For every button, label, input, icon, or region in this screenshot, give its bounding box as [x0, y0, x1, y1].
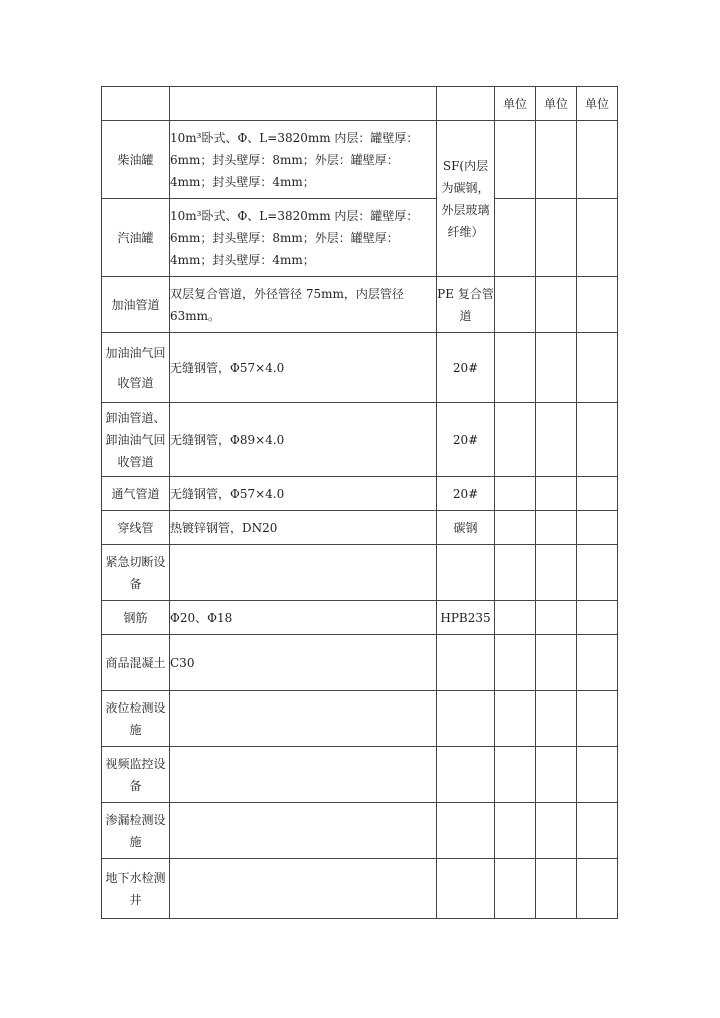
row-material: 碳钢 [437, 511, 495, 545]
unit-cell [577, 277, 618, 333]
row-name: 汽油罐 [102, 199, 170, 277]
row-material [437, 691, 495, 747]
row-material: 20# [437, 477, 495, 511]
row-material [437, 803, 495, 859]
unit-cell [495, 691, 536, 747]
table-row [102, 277, 618, 333]
table-row [102, 511, 618, 545]
row-material [437, 747, 495, 803]
unit-cell [536, 859, 577, 919]
table-row [102, 545, 618, 601]
row-desc: 热镀锌钢管，DN20 [170, 511, 437, 545]
unit-cell [577, 601, 618, 635]
row-desc: 无缝钢管，Φ57×4.0 [170, 477, 437, 511]
unit-cell [495, 747, 536, 803]
table-row [102, 747, 618, 803]
row-desc: 无缝钢管，Φ89×4.0 [170, 403, 437, 477]
row-desc: C30 [170, 635, 437, 691]
row-material: HPB235 [437, 601, 495, 635]
row-name: 液位检测设施 [102, 691, 170, 747]
table-row [102, 477, 618, 511]
row-material: 20# [437, 333, 495, 403]
row-name: 柴油罐 [102, 121, 170, 199]
unit-cell [495, 403, 536, 477]
table-row [102, 635, 618, 691]
unit-cell [577, 635, 618, 691]
unit-cell [536, 635, 577, 691]
unit-cell [536, 601, 577, 635]
table-row [102, 121, 618, 199]
row-desc: 双层复合管道，外径管径 75mm，内层管径 63mm。 [170, 277, 437, 333]
row-name: 穿线管 [102, 511, 170, 545]
row-name: 通气管道 [102, 477, 170, 511]
header-unit-1: 单位 [495, 87, 536, 121]
header-name-cell [102, 87, 170, 121]
unit-cell [536, 277, 577, 333]
row-desc: Φ20、Φ18 [170, 601, 437, 635]
unit-cell [495, 477, 536, 511]
row-desc [170, 545, 437, 601]
unit-cell [577, 403, 618, 477]
row-material [437, 545, 495, 601]
spec-table [101, 86, 618, 919]
header-unit-2: 单位 [536, 87, 577, 121]
row-name: 商品混凝土 [102, 635, 170, 691]
unit-cell [577, 333, 618, 403]
row-material [437, 635, 495, 691]
unit-cell [495, 199, 536, 277]
header-row [102, 87, 618, 121]
unit-cell [536, 747, 577, 803]
unit-cell [495, 277, 536, 333]
row-material: PE 复合管道 [437, 277, 495, 333]
unit-cell [577, 803, 618, 859]
row-name: 钢筋 [102, 601, 170, 635]
row-desc: 10m³卧式、Φ、L=3820mm 内层：罐壁厚：6mm；封头壁厚：8mm；外层：罐壁厚：4mm；封头壁厚：4mm； [170, 121, 437, 199]
row-desc [170, 691, 437, 747]
unit-cell [577, 747, 618, 803]
row-material: 20# [437, 403, 495, 477]
row-desc: 无缝钢管，Φ57×4.0 [170, 333, 437, 403]
unit-cell [495, 333, 536, 403]
unit-cell [495, 859, 536, 919]
unit-cell [495, 121, 536, 199]
table-row [102, 859, 618, 919]
unit-cell [536, 477, 577, 511]
unit-cell [577, 859, 618, 919]
unit-cell [577, 477, 618, 511]
row-desc [170, 803, 437, 859]
row-name: 卸油管道、卸油油气回收管道 [102, 403, 170, 477]
tank-material: SF(内层为碳钢，外层玻璃纤维） [437, 121, 495, 277]
unit-cell [495, 635, 536, 691]
unit-cell [577, 121, 618, 199]
row-name: 加油油气回收管道 [102, 333, 170, 403]
unit-cell [577, 511, 618, 545]
row-name: 视频监控设备 [102, 747, 170, 803]
unit-cell [495, 545, 536, 601]
unit-cell [536, 403, 577, 477]
row-desc [170, 747, 437, 803]
unit-cell [577, 199, 618, 277]
row-name: 渗漏检测设施 [102, 803, 170, 859]
unit-cell [577, 545, 618, 601]
unit-cell [536, 199, 577, 277]
unit-cell [536, 803, 577, 859]
row-desc: 10m³卧式、Φ、L=3820mm 内层：罐壁厚：6mm；封头壁厚：8mm；外层：罐壁厚：4mm；封头壁厚：4mm； [170, 199, 437, 277]
unit-cell [536, 511, 577, 545]
row-name: 紧急切断设备 [102, 545, 170, 601]
header-material-cell [437, 87, 495, 121]
header-desc-cell [170, 87, 437, 121]
unit-cell [495, 511, 536, 545]
table-row [102, 803, 618, 859]
unit-cell [536, 545, 577, 601]
unit-cell [495, 803, 536, 859]
header-unit-3: 单位 [577, 87, 618, 121]
unit-cell [536, 121, 577, 199]
table-row [102, 601, 618, 635]
table-row [102, 333, 618, 403]
row-name: 地下水检测井 [102, 859, 170, 919]
unit-cell [536, 333, 577, 403]
row-material [437, 859, 495, 919]
row-name: 加油管道 [102, 277, 170, 333]
unit-cell [577, 691, 618, 747]
unit-cell [495, 601, 536, 635]
table-row [102, 199, 618, 277]
row-desc [170, 859, 437, 919]
table-row [102, 691, 618, 747]
table-row [102, 403, 618, 477]
unit-cell [536, 691, 577, 747]
